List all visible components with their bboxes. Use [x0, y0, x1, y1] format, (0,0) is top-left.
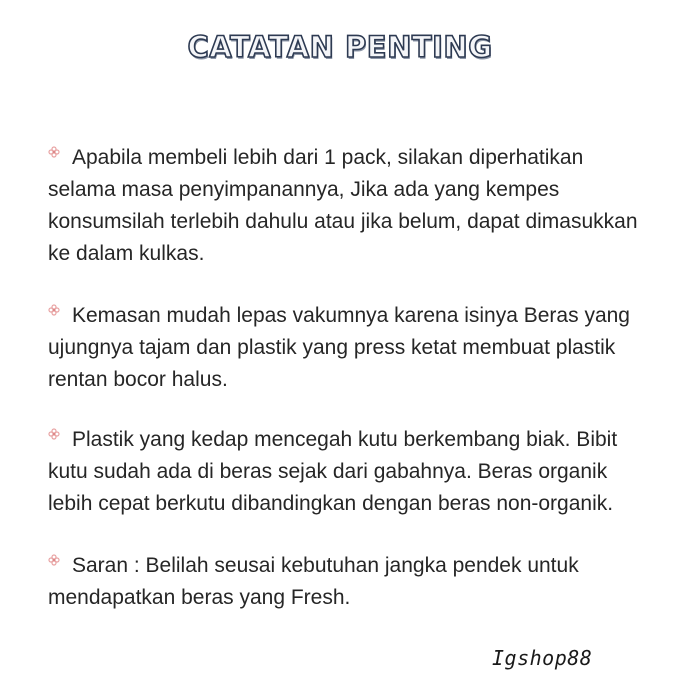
- note-text: Saran : Belilah seusai kebutuhan jangka pendek untuk mendapatkan beras yang Fresh.: [48, 554, 579, 609]
- flower-bullet-icon: [48, 304, 60, 316]
- signature-watermark: Igshop88: [492, 646, 593, 670]
- flower-bullet-icon: [48, 554, 60, 566]
- note-text: Plastik yang kedap mencegah kutu berkembang biak. Bibit kutu sudah ada di beras sejak dari gabahnya. Beras organik lebih cepat berkutu dibandingkan dengan beras non-organik.: [48, 428, 618, 515]
- notes-list: [48, 142, 648, 644]
- note-item: [48, 300, 648, 396]
- note-text: Kemasan mudah lepas vakumnya karena isinya Beras yang ujungnya tajam dan plastik yang press ketat membuat plastik rentan bocor halus.: [48, 304, 630, 391]
- note-item: [48, 424, 648, 520]
- note-item: [48, 550, 648, 614]
- note-item: [48, 142, 648, 270]
- note-text: Apabila membeli lebih dari 1 pack, silakan diperhatikan selama masa penyimpanannya, Jika ada yang kempes konsumsilah terlebih dahulu atau jika belum, dapat dimasukkan ke dalam kulkas.: [48, 146, 638, 265]
- flower-bullet-icon: [48, 146, 60, 158]
- page-title: CATATAN PENTING: [187, 30, 493, 64]
- flower-bullet-icon: [48, 428, 60, 440]
